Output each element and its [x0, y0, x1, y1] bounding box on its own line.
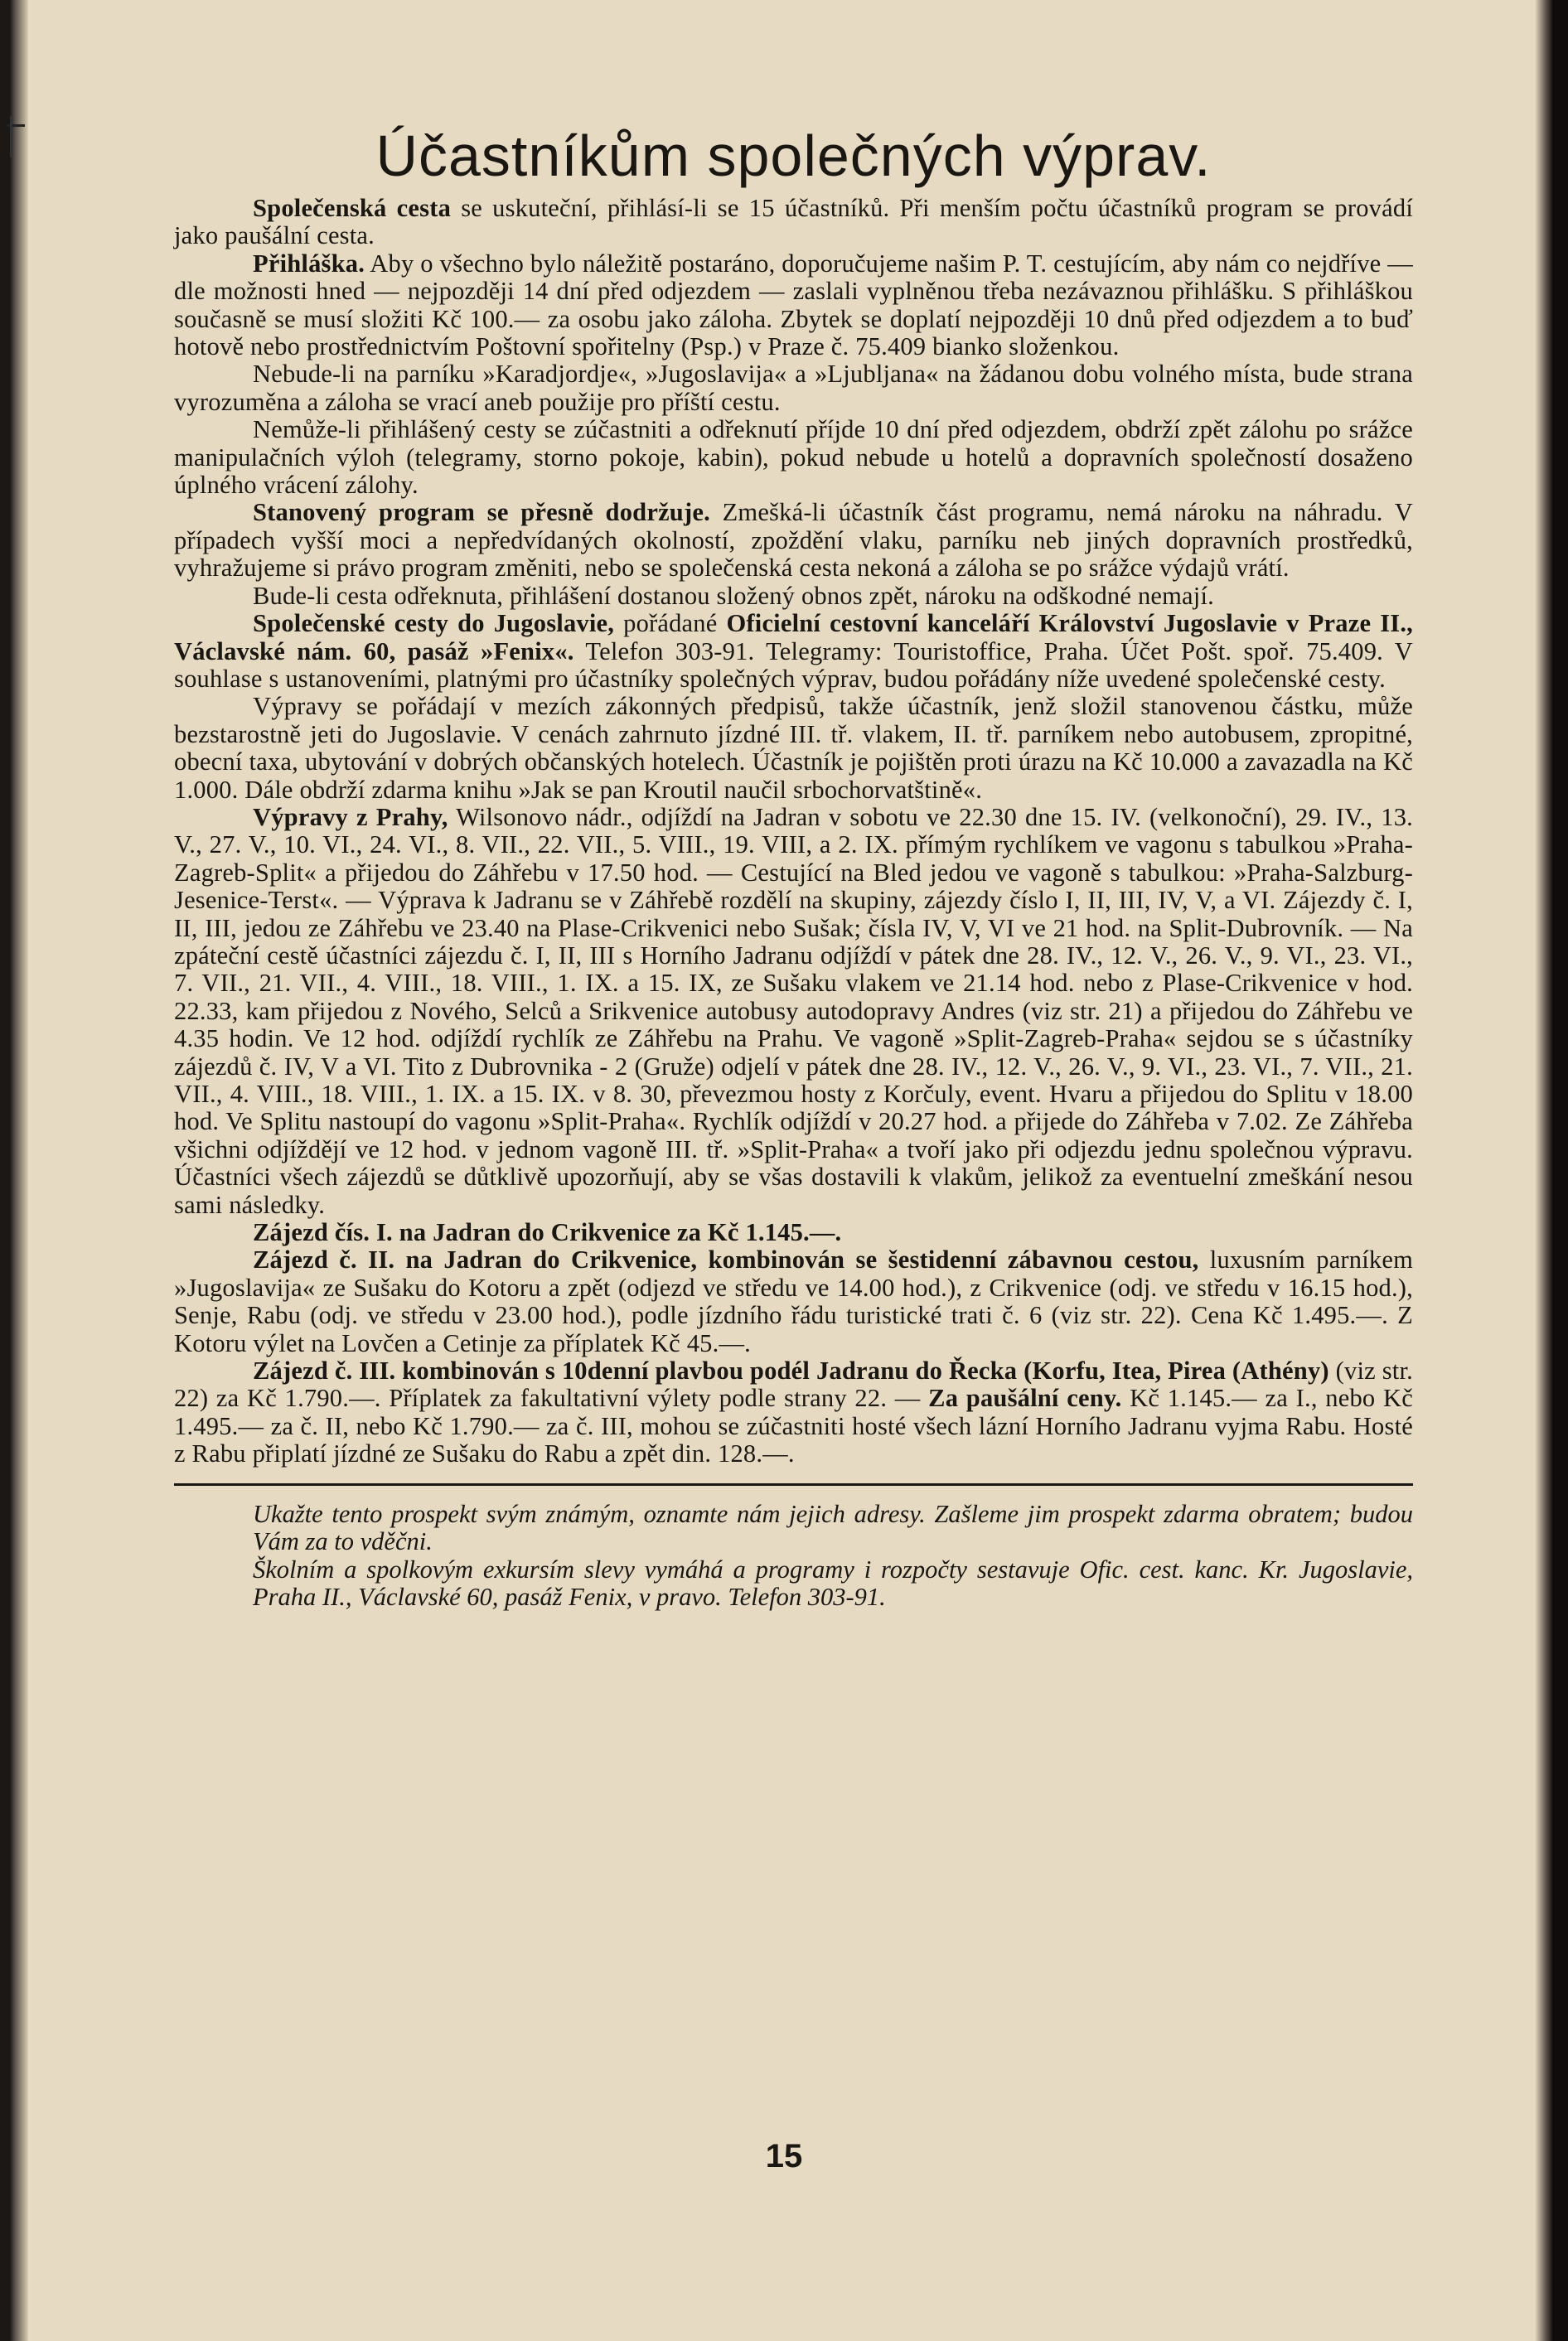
lead-bold: Společenské cesty do Jugoslavie,: [253, 609, 615, 638]
notice-block: [174, 1501, 1413, 1612]
paragraph-text: pořádané: [614, 609, 727, 638]
lead-bold: Přihláška.: [253, 249, 365, 278]
paragraph-text: Telefon 303-91. Telegramy: Touristoffice, Praha. Účet Pošt. spoř. 75.409. V souhlase s ustanoveními, platnými pro účastníky společných výprav, budou pořádány níže uvedené společenské cesty.: [174, 636, 1413, 693]
paragraph-text: Bude-li cesta odřeknuta, přihlášení dostanou složený obnos zpět, nároku na odškodné nemají.: [253, 581, 1214, 610]
page-number: 15: [765, 2138, 803, 2174]
paragraph-text: Aby o všechno bylo náležitě postaráno, doporučujeme našim P. T. cestujícím, aby nám co nejdříve — dle možnosti hned — nejpozději 14 dní před odjezdem — zaslali vyplněnou třeba nezávaznou přihlášku. S přihláškou současně se musí složiti Kč 100.— za osobu jako záloha. Zbytek se doplatí nejpozději 10 dnů před odjezdem a to buď hotově nebo prostřednictvím Poštovní spořitelny (Psp.) v Praze č. 75.409 bianko složenkou.: [174, 249, 1413, 361]
lead-bold: Zájezd č. II. na Jadran do Crikvenice, kombinován se šestidenní zábavnou cestou,: [253, 1245, 1199, 1274]
paragraph-parnik: [174, 360, 1413, 416]
paragraph-vypravy-z-prahy: [174, 804, 1413, 1219]
agency-bold: Oficielní cestovní kanceláří Království Jugoslavie v Praze II., Václavské nám. 60, pasáž »Fenix«.: [174, 609, 1413, 665]
paragraph-text: luxusním parníkem »Jugoslavija« ze Sušaku do Kotoru a zpět (odjezd ve středu ve 14.00 hod.), z Crikvenice (odj. ve středu v 16.15 hod.), Senje, Rabu (odj. ve středu v 23.00 hod.), podle jízdního řádu turistické trati č. 6 (viz str. 22). Cena Kč 1.495.—. Z Kotoru výlet na Lovčen a Cetinje za příplatek Kč 45.—.: [174, 1245, 1414, 1357]
zajezd-2: [174, 1246, 1413, 1357]
paragraph-text: se uskuteční, přihlásí-li se 15 účastníků. Při menším počtu účastníků program se provádí jako paušální cesta.: [174, 194, 1413, 250]
lead-bold: Stanovený program se přesně dodržuje.: [253, 498, 710, 527]
zajezd-1: [174, 1219, 1413, 1246]
paragraph-text: (viz str. 22) za Kč 1.790.—. Příplatek za fakultativní výlety podle strany 22. —: [174, 1357, 1413, 1413]
binding-mark-vertical: [10, 116, 12, 157]
paragraph-text: Výpravy se pořádají v mezích zákonných předpisů, takže účastník, jenž složil stanovenou částku, může bezstarostně jeti do Jugoslavie. V cenách zahrnuto jízdné III. tř. vlakem, II. tř. parníkem nebo autobusem, zpropitné, obecní taxa, ubytování v dobrých občanských hotelech. Účastník je pojištěn proti úrazu na Kč 10.000 a zavazadla na Kč 1.000. Dále obdrží zdarma knihu »Jak se pan Kroutil naučil srbochorvatštině«.: [174, 692, 1413, 804]
zajezd-3: [174, 1357, 1413, 1468]
inline-bold: Za paušální ceny.: [928, 1384, 1122, 1413]
page-title: Účastníkům společných výprav.: [375, 123, 1212, 188]
horizontal-rule: [174, 1483, 1413, 1486]
paragraph-text: Nemůže-li přihlášený cesty se zúčastniti a odřeknutí příjde 10 dní před odjezdem, obdrží zpět zálohu po srážce manipulačních výloh (telegramy, storno pokoje, kabin), pokud nebude u hotelů a dopravních společností dosaženo úplného vrácení zálohy.: [174, 415, 1413, 500]
paragraph-text: Zmešká-li účastník část programu, nemá nároku na náhradu. V případech vyšší moci a nepředvídaných okolností, zpoždění vlaku, parníku neb jiných dopravních prostředků, vyhražujeme si právo program změniti, nebo se společenská cesta nekoná a záloha se po srážce výdajů vrátí.: [174, 498, 1413, 583]
notice-line: Školním a spolkovým exkursím slevy vymáhá a programy i rozpočty sestavuje Ofic. cest. kanc. Kr. Jugoslavie, Praha II., Václavské 60, pasáž Fenix, v pravo. Telefon 303-91.: [253, 1555, 1413, 1611]
paragraph-text: Wilsonovo nádr., odjíždí na Jadran v sobotu ve 22.30 dne 15. IV. (velkonoční), 29. IV., 13. V., 27. V., 10. VI., 24. VI., 8. VII., 22. VII., 5. VIII., 19. VIII, a 2. IX. přímým rychlíkem ve vagonu s tabulkou »Praha-Zagreb-Split« a přijedou do Záhřebu v 17.50 hod. — Cestující na Bled jedou ve vagoně s tabulkou: »Praha-Salzburg-Jesenice-Terst«. — Výprava k Jadranu se v Záhřebě rozdělí na skupiny, zájezdy číslo I, II, III, IV, V, a VI. Zájezdy č. I, II, III, jedou ze Záhřebu ve 23.40 na Plase-Crikvenici nebo Sušak; čísla IV, V, VI ve 21 hod. na Split-Dubrovník. — Na zpáteční cestě účastníci zájezdu č. I, II, III s Horního Jadranu odjíždí v pátek dne 28. IV., 12. V., 26. V., 9. VI., 23. VI., 7. VII., 21. VII., 4. VIII., 18. VIII., 1. IX. a 15. IX, ze Sušaku vlakem ve 21.14 hod. nebo z Plase-Crikvenice v hod. 22.33, kam přijedou z Nového, Selců a Srikvenice autobusy autodopravy Andres (viz str. 21) a přijedou do Záhřebu ve 4.35 hodin. Ve 12 hod. odjíždí rychlík ze Záhřebu na Prahu. Ve vagoně »Split-Zagreb-Praha« sejdou se s účastníky zájezdů č. IV, V a VI. Tito z Dubrovnika - 2 (Gruže) odjelí v pátek dne 28. IV., 12. V., 26. V., 9. VI., 23. VI., 7. VII., 21. VII., 4. VIII., 18. VIII., 1. IX. a 15. IX. v 8. 30, převezmou hosty z Korčuly, event. Hvaru a přijedou do Splitu v 18.00 hod. Ve Splitu nastoupí do vagonu »Split-Praha«. Rychlík odjíždí v 20.27 hod. a přijede do Záhřeba v 7.02. Ze Záhřeba všichni odjíždějí ve 12 hod. v jednom vagoně III. tř. »Split-Praha« a tvoří jako při odjezdu jednu společnou výpravu. Účastníci všech zájezdů se důtklivě upozorňují, aby se všas dostavili k vlakům, jelikož za eventuelní zmeškání nesou sami následky.: [174, 802, 1413, 1219]
lead-bold: Zájezd č. III. kombinován s 10denní plavbou podél Jadranu do Řecka (Korfu, Itea, Pirea (Athény): [253, 1357, 1329, 1386]
paragraph-spolecenske-cesty: [174, 610, 1413, 693]
paragraph-odskodne: [174, 583, 1413, 610]
paragraph-text: Kč 1.145.— za I., nebo Kč 1.495.— za č. II, nebo Kč 1.790.— za č. III, mohou se zúčastniti hosté všech lázní Horního Jadranu vyjma Rabu. Hosté z Rabu připlatí jízdné ze Sušaku do Rabu a zpět din. 128.—.: [174, 1384, 1413, 1468]
page-content: [174, 124, 1413, 1611]
scan-right-edge: [1535, 0, 1568, 2341]
scan-left-edge: [0, 0, 28, 2341]
paragraph-prihlaska: [174, 250, 1413, 361]
lead-bold: Výpravy z Prahy,: [253, 802, 448, 831]
lead-bold: Společenská cesta: [253, 194, 452, 222]
paragraph-odreknuti: [174, 416, 1413, 499]
paragraph-spolecenska-cesta: [174, 195, 1413, 250]
notice-line: Ukažte tento prospekt svým známým, oznamte nám jejich adresy. Zašleme jim prospekt zdarma obratem; budou Vám za to vděčni.: [253, 1499, 1413, 1556]
paragraph-text: Nebude-li na parníku »Karadjordje«, »Jugoslavija« a »Ljubljana« na žádanou dobu volného místa, bude strana vyrozuměna a záloha se vrací aneb použije pro příští cestu.: [174, 360, 1413, 416]
lead-bold: Zájezd čís. I. na Jadran do Crikvenice za Kč 1.145.—.: [253, 1218, 842, 1247]
paragraph-program: [174, 499, 1413, 582]
main-text: [174, 195, 1413, 1468]
paragraph-vypravy-podminky: [174, 693, 1413, 804]
